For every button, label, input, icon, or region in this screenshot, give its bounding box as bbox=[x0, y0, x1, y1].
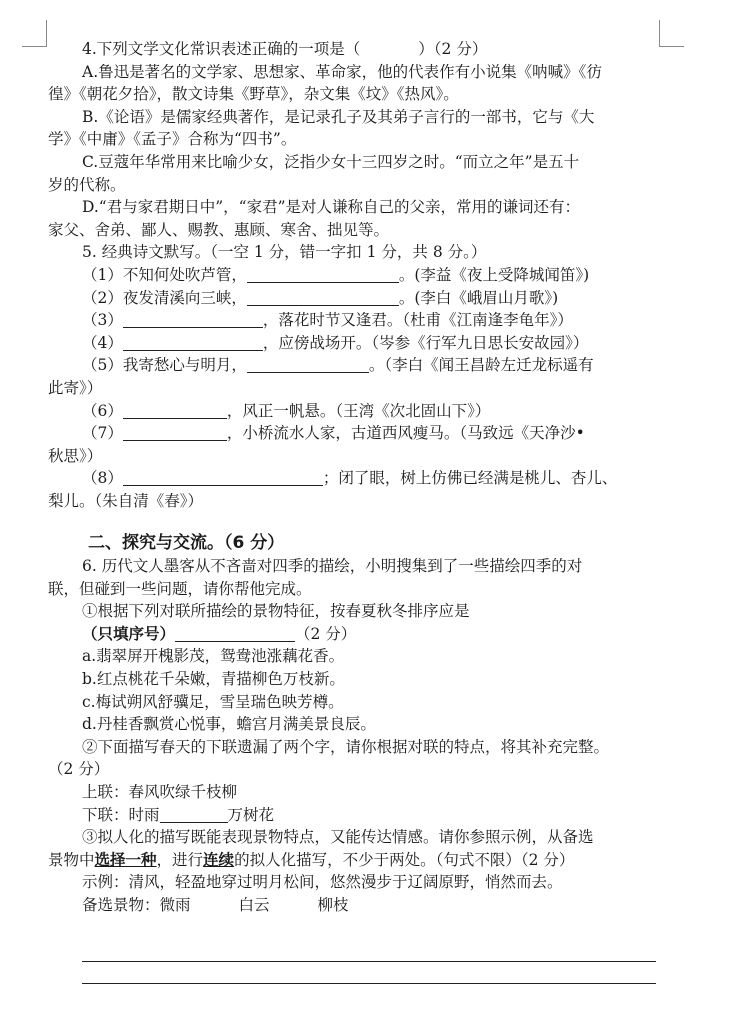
q6-part2-stem: ②下面描写春天的下联遗漏了两个字，请你根据对联的特点，将其补充完整。 bbox=[82, 737, 610, 756]
answer-blank[interactable] bbox=[247, 289, 399, 306]
q5-line-4: （4） ，应傍战场开。（岑参《行军九日思长安故园》） bbox=[82, 333, 589, 352]
answer-blank[interactable] bbox=[123, 311, 263, 328]
writing-line[interactable] bbox=[82, 983, 656, 984]
q4-option-a: A.鲁迅是著名的文学家、思想家、革命家，他的代表作有小说集《呐喊》《彷 bbox=[82, 62, 602, 81]
q6-part2-score: （2 分） bbox=[48, 760, 110, 779]
q4-option-d-cont: 家父、舍弟、鄙人、赐教、惠顾、寒舍、拙见等。 bbox=[48, 220, 390, 239]
answer-blank[interactable] bbox=[123, 469, 323, 486]
q5-line-8: （8） ；闭了眼，树上仿佛已经满是桃儿、杏儿、 bbox=[82, 469, 618, 488]
q4-option-b-cont: 学》《中庸》《孟子》合称为“四书”。 bbox=[48, 130, 297, 149]
emphasis-choose-one: 选择一种 bbox=[94, 850, 157, 869]
choice-item: 微雨 bbox=[159, 895, 191, 914]
q4-option-b: B.《论语》是儒家经典著作，是记录孔子及其弟子言行的一部书，它与《大 bbox=[82, 107, 595, 126]
q5-line-1: （1）不知何处吹芦管， 。(李益《夜上受降城闻笛》) bbox=[82, 265, 590, 284]
section-heading: 二、探究与交流。（6 分） bbox=[88, 533, 285, 554]
q4-stem: 4.下列文学文化常识表述正确的一项是（ ）（2 分） bbox=[82, 40, 488, 58]
q4-option-c-cont: 岁的代称。 bbox=[48, 175, 126, 194]
couplet-c: c.梅试朔风舒骥足，雪呈瑞色映芳樽。 bbox=[82, 692, 344, 711]
couplet-upper: 上联：春风吹绿千枝柳 bbox=[82, 783, 238, 801]
answer-blank[interactable] bbox=[123, 334, 263, 351]
q5-stem: 5. 经典诗文默写。（一空 1 分，错一字扣 1 分，共 8 分。） bbox=[82, 243, 487, 262]
q6-part3-stem-cont: 景物中选择一种，进行连续的拟人化描写，不少于两处。（句式不限）（2 分） bbox=[48, 850, 575, 869]
document-body bbox=[48, 38, 660, 917]
q4-option-d: D.“君与家君期日中”，“家君”是对人谦称自己的父亲，常用的谦词还有： bbox=[82, 198, 581, 217]
q6-part1-stem: ①根据下列对联所描绘的景物特征，按春夏秋冬排序应是 bbox=[82, 602, 470, 621]
q6-choices: 备选景物：微雨 白云 柳枝 bbox=[82, 895, 349, 914]
crop-mark-top-left bbox=[22, 20, 47, 47]
answer-blank[interactable] bbox=[160, 806, 228, 823]
couplet-a: a.翡翠屏开槐影茂，鸳鸯池涨藕花香。 bbox=[82, 647, 345, 666]
q6-part3-stem: ③拟人化的描写既能表现景物特点，又能传达情感。请你参照示例，从备选 bbox=[82, 828, 594, 847]
q5-line-5-cont: 此寄》） bbox=[48, 378, 103, 397]
writing-line[interactable] bbox=[82, 961, 656, 962]
q4-option-a-cont: 徨》《朝花夕拾》，散文诗集《野草》，杂文集《坟》《热风》。 bbox=[48, 85, 459, 104]
q4-option-c: C.豆蔻年华常用来比喻少女，泛指少女十三四岁之时。“而立之年”是五十 bbox=[82, 152, 580, 171]
q6-stem-cont: 联，但碰到一些问题，请你帮他完成。 bbox=[48, 579, 312, 598]
choice-item: 柳枝 bbox=[317, 895, 349, 914]
q5-line-6: （6） ，风正一帆悬。（王湾《次北固山下》） bbox=[82, 401, 491, 420]
q6-example: 示例：清风，轻盈地穿过明月松间，悠然漫步于辽阔原野，悄然而去。 bbox=[82, 873, 563, 892]
q6-stem: 6. 历代文人墨客从不吝啬对四季的描绘，小明搜集到了一些描绘四季的对 bbox=[82, 557, 583, 576]
q6-part1-answer-line: （只填序号） （2 分） bbox=[82, 624, 357, 643]
couplet-d: d.丹桂香飘赏心悦事，蟾宫月满美景良辰。 bbox=[82, 715, 376, 734]
answer-blank[interactable] bbox=[247, 266, 399, 283]
answer-blank[interactable] bbox=[123, 424, 227, 441]
emphasis-continuous: 连续 bbox=[203, 850, 235, 869]
couplet-b: b.红点桃花千朵嫩，青描柳色万枝新。 bbox=[82, 670, 345, 689]
choice-item: 白云 bbox=[238, 895, 270, 914]
q5-line-3: （3） ，落花时节又逢君。（杜甫《江南逢李龟年》） bbox=[82, 311, 573, 330]
q5-line-2: （2）夜发清溪向三峡， 。(李白《峨眉山月歌》) bbox=[82, 288, 559, 307]
q5-line-7: （7） ，小桥流水人家，古道西风瘦马。（马致远《天净沙• bbox=[82, 424, 585, 443]
answer-blank[interactable] bbox=[175, 625, 295, 642]
q5-line-8-cont: 梨儿。（朱自清《春》） bbox=[48, 491, 204, 510]
answer-blank[interactable] bbox=[247, 356, 369, 373]
q5-line-5: （5）我寄愁心与明月， 。（李白《闻王昌龄左迁龙标遥有 bbox=[82, 356, 594, 375]
answer-blank[interactable] bbox=[123, 402, 227, 419]
q5-line-7-cont: 秋思》） bbox=[48, 446, 103, 465]
couplet-lower: 下联：时雨 万树花 bbox=[82, 805, 275, 824]
crop-mark-top-right bbox=[659, 20, 684, 47]
